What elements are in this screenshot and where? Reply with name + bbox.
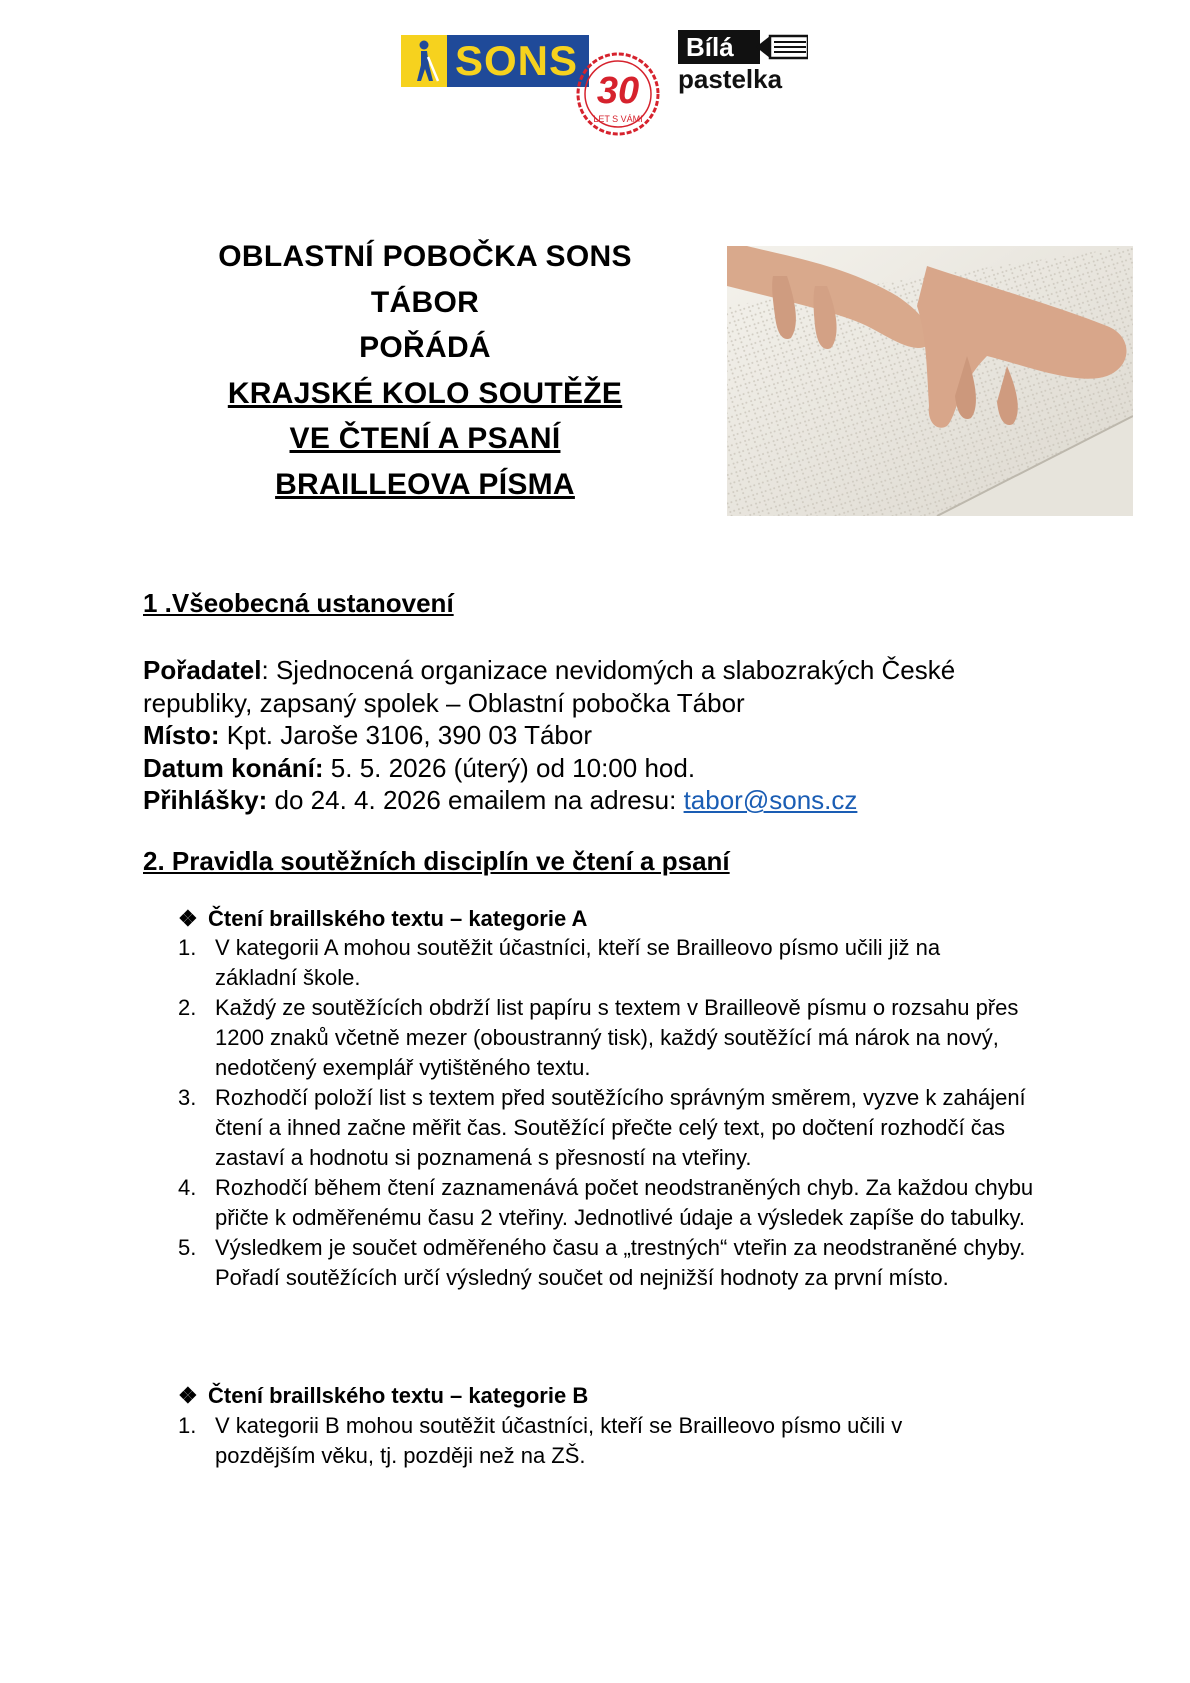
organizer-label: Pořadatel [143, 655, 262, 685]
pastelka-text: pastelka [678, 64, 783, 94]
title-line-4: KRAJSKÉ KOLO SOUTĚŽE [227, 376, 623, 410]
place-value: Kpt. Jaroše 3106, 390 03 Tábor [219, 720, 592, 750]
category-a-rules [178, 933, 1068, 1293]
place-label: Místo: [143, 720, 220, 750]
crayon-icon [756, 32, 808, 62]
organizer-value: : Sjednocená organizace nevidomých a slabozrakých České republiky, zapsaný spolek – Oblastní pobočka Tábor [143, 655, 956, 718]
category-a-title [178, 906, 587, 932]
item-text: V kategorii A mohou soutěžit účastníci, kteří se Brailleovo písmo učili již na základní škole. [215, 935, 941, 990]
title-line-2: TÁBOR [370, 285, 480, 319]
bila-text: Bílá [678, 30, 760, 64]
category-b-title [178, 1383, 588, 1409]
category-a-title-text: Čtení braillského textu – kategorie A [208, 906, 588, 931]
section-1-heading: 1 .Všeobecná ustanovení [143, 588, 454, 618]
general-info [143, 654, 1063, 817]
title-line-6: BRAILLEOVA PÍSMA [275, 467, 575, 501]
item-text: Rozhodčí během čtení zaznamenává počet neodstraněných chyb. Za každou chybu přičte k odměřenému času 2 vteřiny. Jednotlivé údaje a výsledek zapíše do tabulky. [215, 1175, 1034, 1230]
list-item [178, 1233, 1068, 1293]
sons-logo [401, 35, 589, 87]
title-line-1: OBLASTNÍ POBOČKA SONS [218, 240, 632, 273]
organizer-line [143, 654, 1063, 719]
anniversary-seal [574, 50, 662, 138]
diamond-bullet-icon: ❖ [178, 1383, 198, 1408]
page-title [155, 234, 695, 507]
title-line-3: POŘÁDÁ [359, 331, 491, 364]
category-b-title-text: Čtení braillského textu – kategorie B [208, 1383, 589, 1408]
list-item [178, 933, 1068, 993]
item-number: 2. [178, 995, 197, 1020]
seal-text: LET S VÁMI [593, 114, 643, 124]
braille-reading-photo [727, 246, 1133, 516]
sons-logo-text: SONS [455, 37, 579, 84]
list-item [178, 1173, 1068, 1233]
apply-label: Přihlášky: [143, 785, 268, 815]
date-line [143, 752, 1063, 785]
item-number: 1. [178, 1413, 197, 1438]
list-item [178, 1411, 1068, 1471]
category-b-rules [178, 1411, 1068, 1471]
seal-number: 30 [596, 70, 640, 112]
item-text: Rozhodčí položí list s textem před soutěžícího správným směrem, vyzve k zahájení čtení a ihned začne měřit čas. Soutěžící přečte celý text, po dočtení rozhodčí čas zastaví a hodnotu si poznamená s přesností na vteřiny. [215, 1085, 1026, 1170]
item-number: 1. [178, 935, 197, 960]
item-number: 5. [178, 1235, 197, 1260]
item-text: Výsledkem je součet odměřeného času a „trestných“ vteřin za neodstraněné chyby. Pořadí soutěžících určí výsledný součet od nejnižší hodnoty za první místo. [215, 1235, 1026, 1290]
list-item [178, 993, 1068, 1083]
place-line [143, 719, 1063, 752]
diamond-bullet-icon: ❖ [178, 906, 198, 931]
section-2-heading: 2. Pravidla soutěžních disciplín ve čtení a psaní [143, 846, 730, 876]
item-text: Každý ze soutěžících obdrží list papíru s textem v Brailleově písmu o rozsahu přes 1200 znaků včetně mezer (oboustranný tisk), každý soutěžící má nárok na nový, nedotčený exemplář vytištěného textu. [215, 995, 1019, 1080]
date-value: 5. 5. 2026 (úterý) od 10:00 hod. [323, 752, 696, 783]
item-text: V kategorii B mohou soutěžit účastníci, kteří se Brailleovo písmo učili v pozdějším věku, tj. později než na ZŠ. [215, 1413, 903, 1468]
pedestrian-icon [401, 35, 447, 87]
bila-pastelka-logo [678, 30, 808, 96]
title-line-5: VE ČTENÍ A PSANÍ [289, 422, 561, 455]
list-item [178, 1083, 1068, 1173]
apply-line [143, 784, 1063, 817]
email-link[interactable]: tabor@sons.cz [683, 785, 858, 815]
apply-value: do 24. 4. 2026 emailem na adresu: [267, 785, 684, 815]
date-label: Datum konání: [143, 752, 324, 783]
item-number: 4. [178, 1175, 197, 1200]
item-number: 3. [178, 1085, 197, 1110]
